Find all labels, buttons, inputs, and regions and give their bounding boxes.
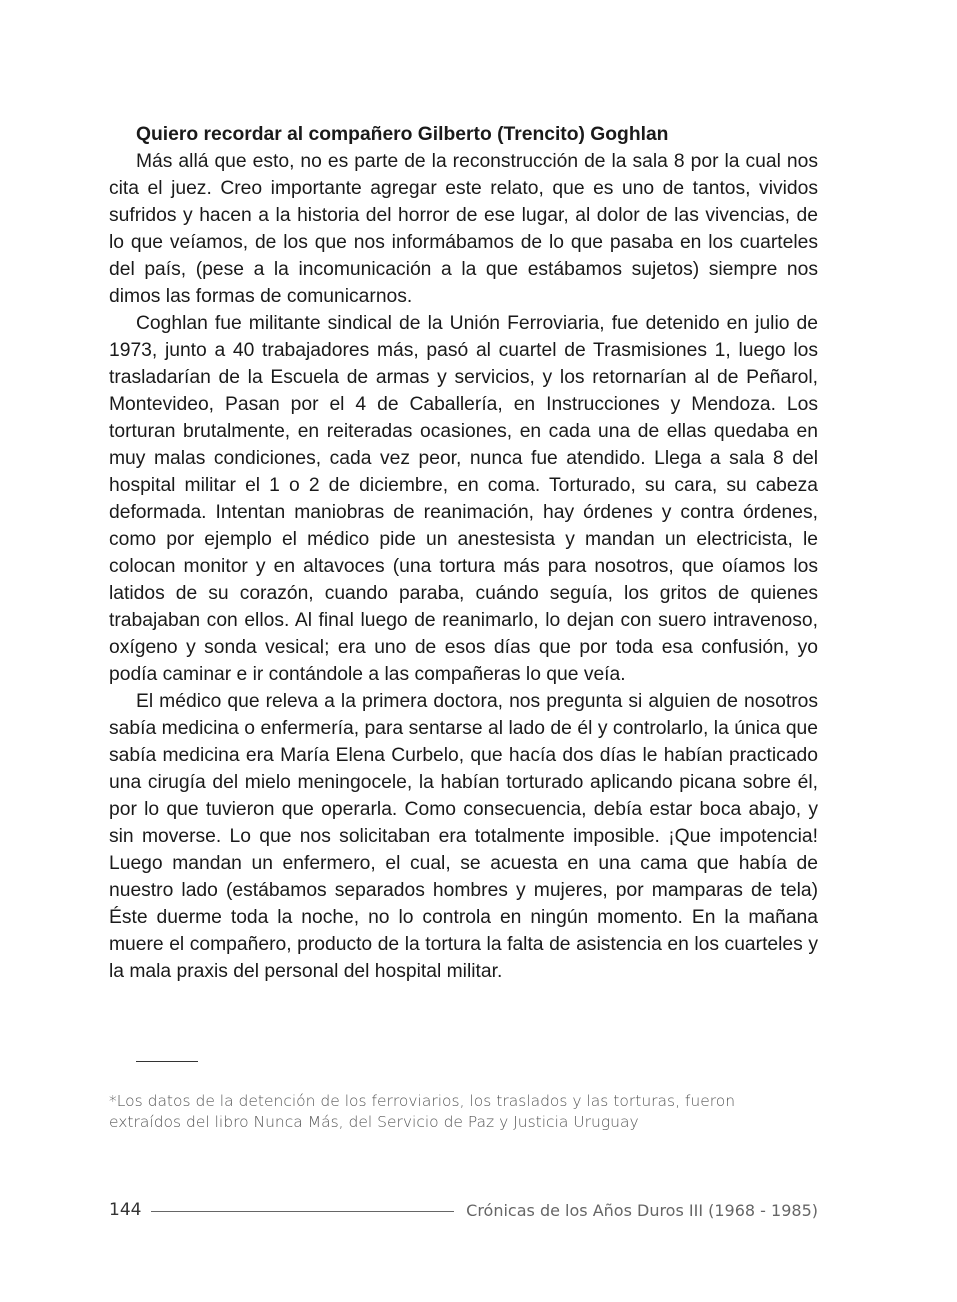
footnote-line-2: extraídos del libro Nunca Más, del Servicio de Paz y Justicia Uruguay <box>109 1113 639 1131</box>
footer-divider <box>151 1211 454 1212</box>
article-body <box>109 121 818 985</box>
page-number: 144 <box>109 1200 142 1220</box>
paragraph-3: El médico que releva a la primera doctora, nos pregunta si alguien de nosotros sabía medicina o enfermería, para sentarse al lado de él y controlarlo, la única que sabía medicina era María Elena Curbelo, que hacía dos días le habían practicado una cirugía del mielo meningocele, la habían torturado aplicando picana sobre él, por lo que tuvieron que operarla. Como consecuencia, debía estar boca abajo, y sin moverse. Lo que nos solicitaban era totalmente imposible. ¡Que impotencia! Luego mandan un enfermero, el cual, se acuesta en una cama que había de nuestro lado (estábamos separados hombres y mujeres, por mamparas de tela) Éste duerme toda la noche, no lo controla en ningún momento. En la mañana muere el compañero, producto de la tortura la falta de asistencia en los cuarteles y la mala praxis del personal del hospital militar. <box>109 691 818 982</box>
page-footer <box>109 1197 818 1223</box>
footnote-line-1: *Los datos de la detención de los ferroviarios, los traslados y las torturas, fueron <box>109 1092 736 1110</box>
paragraph-2: Coghlan fue militante sindical de la Unión Ferroviaria, fue detenido en julio de 1973, junto a 40 trabajadores más, pasó al cuartel de Trasmisiones 1, luego los trasladarían de la Escuela de armas y servicios, y los retornarían al de Peñarol, Montevideo, Pasan por el 4 de Caballería, en Instrucciones y Mendoza. Los torturan brutalmente, en reiteradas ocasiones, en cada una de ellas quedaba en muy malas condiciones, cada vez peor, nunca fue atendido. Llega a sala 8 del hospital militar el 1 o 2 de diciembre, en coma. Torturado, su cara, su cabeza deformada. Intentan maniobras de reanimación, hay órdenes y contra órdenes, como por ejemplo el médico pide un anestesista y mandan un electricista, le colocan monitor y en altavoces (una tortura más para nosotros, que oíamos los latidos de su corazón, cuando paraba, cuándo seguía, los gritos de quienes trabajaban con ellos. Al final luego de reanimarlo, lo dejan con suero intravenoso, oxígeno y sonda vesical; era uno de esos días que por toda esa confusión, yo podía caminar e ir contándole a las compañeras lo que veía. <box>109 313 818 685</box>
footnote-separator <box>136 1061 198 1062</box>
section-heading: Quiero recordar al compañero Gilberto (Trencito) Goghlan <box>136 124 669 145</box>
footnote <box>109 1091 809 1133</box>
paragraph-1: Más allá que esto, no es parte de la reconstrucción de la sala 8 por la cual nos cita el juez. Creo importante agregar este relato, que es uno de tantos, vividos sufridos y hacen a la historia del horror de ese lugar, al dolor de las vivencias, de lo que veíamos, de los que nos informábamos de lo que pasaba en los cuarteles del país, (pese a la incomunicación a la que estábamos sujetos) siempre nos dimos las formas de comunicarnos. <box>109 151 818 307</box>
running-title: Crónicas de los Años Duros III (1968 - 1985) <box>466 1200 818 1220</box>
